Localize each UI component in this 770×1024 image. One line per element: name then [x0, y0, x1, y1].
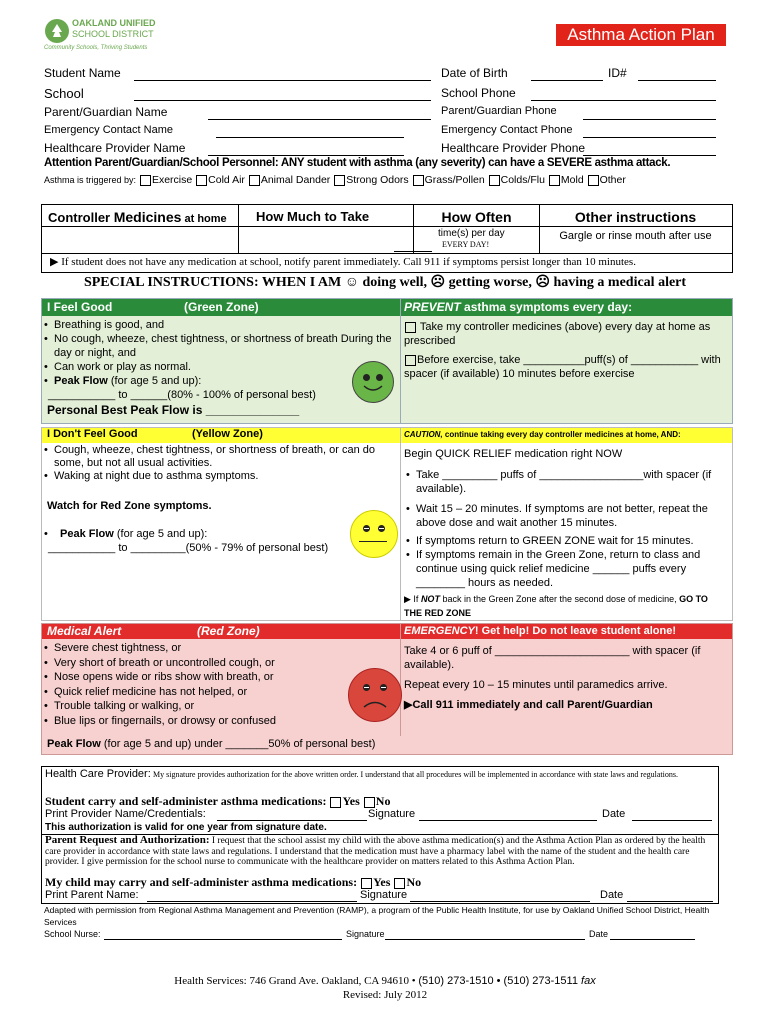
emergency-rest: ! Get help! Do not leave student alone! — [474, 625, 676, 637]
yellow-right-4: • If symptoms remain in the Green Zone, return to class and continue using quick relief medicine ______ puffs every ________ hours as needed. — [404, 548, 726, 590]
trigger-odors: Strong Odors — [346, 174, 409, 186]
gargle-instruction: Gargle or rinse mouth after use — [559, 230, 712, 242]
green-bullet-1: • Breathing is good, and — [42, 318, 392, 332]
every-day: EVERY DAY! — [442, 240, 490, 249]
self-admin-no-checkbox[interactable] — [364, 797, 375, 808]
provider-auth — [45, 769, 713, 780]
student-name-label: Student Name — [44, 66, 121, 80]
arrow-right-icon: ▶ — [404, 594, 414, 604]
green-peak-rest: (for age 5 and up): — [107, 375, 202, 387]
footer-phones: (510) 273-1510 • (510) 273-1511 — [418, 975, 578, 987]
times-per-day: time(s) per day — [438, 228, 505, 239]
school-phone-field[interactable] — [531, 100, 716, 101]
dob-field[interactable] — [531, 80, 603, 81]
nurse-signature-line[interactable] — [385, 939, 585, 940]
student-name-field[interactable] — [134, 80, 431, 81]
page-title: Asthma Action Plan — [556, 24, 726, 46]
parent-phone-field[interactable] — [583, 119, 716, 120]
provider-name-field[interactable] — [208, 155, 404, 156]
parent-signature-line[interactable] — [410, 901, 590, 902]
green-right-2 — [404, 353, 726, 381]
tree-icon — [44, 18, 70, 44]
footer-revised: Revised: July 2012 — [342, 989, 428, 1001]
no-label: No — [375, 794, 391, 808]
school-field[interactable] — [134, 100, 431, 101]
red-take: Take 4 or 6 puff of ______________________ with spacer (if available). — [404, 645, 701, 671]
district-tagline: Community Schools, Thriving Students — [44, 45, 148, 51]
green-zone — [41, 298, 733, 424]
r5-b: NOT — [420, 594, 440, 604]
red-peak-label: Peak Flow — [47, 738, 101, 750]
green-bullet-4 — [42, 374, 392, 388]
red-bullet-6: • Blue lips or fingernails, or drowsy or confused — [42, 714, 342, 729]
parent-auth — [45, 835, 713, 868]
yellow-right-5 — [404, 592, 726, 620]
trigger-odors-checkbox[interactable] — [334, 175, 345, 186]
trigger-animal-checkbox[interactable] — [249, 175, 260, 186]
school-nurse-line[interactable] — [104, 939, 342, 940]
medication-table — [41, 204, 733, 273]
col-how-much: How Much to Take — [256, 209, 370, 224]
provider-name-label: Healthcare Provider Name — [44, 141, 186, 155]
red-peak-rest: (for age 5 and up) under _______50% of personal best) — [100, 738, 376, 750]
green-header-left: I Feel Good — [47, 300, 113, 314]
emergency-text — [404, 625, 676, 637]
green-header-zone: (Green Zone) — [184, 300, 259, 314]
green-bullet-2: • No cough, wheeze, chest tightness, or shortness of breath During the day or night, and — [42, 332, 392, 360]
print-parent-label: Print Parent Name: — [45, 889, 139, 901]
trigger-cold-air: Cold Air — [208, 174, 245, 186]
arrow-right-icon: ▶ — [404, 699, 413, 711]
col1-a: Controller — [48, 210, 114, 225]
provider-name-line[interactable] — [217, 820, 367, 821]
arrow-right-icon: ▶ — [50, 256, 62, 268]
medication-note-text: If student does not have any medication at school, notify parent immediately. Call 911 if symptoms persist longer than 10 minutes. — [61, 256, 636, 268]
green-right-2-text: Before exercise, take __________puff(s) of ___________ with spacer (if available) 10 minutes before exercise — [404, 354, 721, 380]
trigger-colds: Colds/Flu — [500, 174, 545, 186]
authorization-box — [41, 766, 719, 904]
yellow-neutral-face-icon — [350, 510, 398, 558]
parent-auth-text: I request that the school assist my child with the above asthma medication(s) and the Asthma Action Plan as ordered by the health care provider in accordance with state laws and regulations. I understand that the medication must have a pharmacy label with the name of the student and the health care provider. I give permission for the school nurse to communicate with the healthcare provider on matters related to this Asthma Action Plan. — [45, 836, 706, 867]
yes-label: Yes — [342, 794, 360, 808]
print-provider-label: Print Provider Name/Credentials: — [45, 808, 206, 820]
district-name-2: SCHOOL DISTRICT — [72, 29, 154, 39]
green-header-right — [404, 300, 632, 314]
col1-c: at home — [181, 213, 227, 225]
district-name-1: OAKLAND UNIFIED — [72, 18, 156, 28]
provider-signature-line[interactable] — [419, 820, 597, 821]
exercise-checkbox[interactable] — [405, 355, 416, 366]
child-yes-label: Yes — [373, 875, 391, 889]
trigger-exercise-checkbox[interactable] — [140, 175, 151, 186]
red-sad-face-icon — [348, 668, 402, 722]
school-label: School — [44, 86, 84, 101]
caution-word: CAUTION, — [404, 430, 443, 439]
footer-address-a: Health Services: 746 Grand Ave. Oakland, CA 94610 • — [174, 975, 419, 987]
district-logo — [44, 16, 154, 56]
yellow-header-zone: (Yellow Zone) — [192, 428, 263, 440]
triggers-label: Asthma is triggered by: — [44, 175, 137, 185]
r5-d: GO TO THE RED ZONE — [404, 594, 708, 618]
medication-note — [50, 255, 636, 268]
provider-date-label: Date — [602, 808, 626, 820]
caution-text — [404, 430, 681, 439]
emergency-name-label: Emergency Contact Name — [44, 124, 173, 136]
yellow-right-2: • Wait 15 – 20 minutes. If symptoms are not better, repeat the above dose and wait another 15 minutes. — [404, 502, 726, 530]
red-header-zone: (Red Zone) — [197, 624, 260, 638]
parent-date-line[interactable] — [627, 901, 713, 902]
begin-quick-relief: Begin QUICK RELIEF medication right NOW — [404, 448, 623, 460]
yellow-zone — [41, 427, 733, 621]
nurse-signature-label: Signature — [346, 929, 385, 939]
green-right-1 — [404, 320, 726, 348]
red-call-text: Call 911 immediately and call Parent/Guardian — [412, 699, 653, 711]
parent-phone-label: Parent/Guardian Phone — [441, 105, 557, 117]
adapted-note: Adapted with permission from Regional Asthma Management and Prevention (RAMP), a program of the Public Health Institute, for use by Oakland Unified School District, Health Services — [44, 905, 710, 927]
nurse-date-label: Date — [589, 929, 609, 939]
green-right-1-text: Take my controller medicines (above) every day at home as prescribed — [404, 321, 711, 347]
col-other-instructions: Other instructions — [574, 209, 697, 225]
col-controller-medicines — [48, 209, 227, 225]
yellow-bullet-2: • Waking at night due to asthma symptoms. — [42, 470, 392, 483]
provider-phone-field[interactable] — [583, 155, 716, 156]
self-admin-yes-checkbox[interactable] — [330, 797, 341, 808]
id-label: ID# — [608, 66, 627, 80]
parent-signature-label: Signature — [360, 889, 408, 901]
school-phone-label: School Phone — [441, 86, 516, 100]
emergency-phone-label: Emergency Contact Phone — [441, 124, 573, 136]
child-carry-yes-checkbox[interactable] — [361, 878, 372, 889]
yellow-bullet-peak — [42, 527, 392, 541]
provider-auth-text: My signature provides authorization for the above written order. I understand that all procedures will be implemented in accordance with state laws and regulations. — [153, 770, 678, 779]
trigger-mold: Mold — [560, 174, 584, 186]
parent-date-label: Date — [600, 889, 624, 901]
red-bullet-3: • Nose opens wide or ribs show with breath, or — [42, 670, 342, 685]
attention-note: Attention Parent/Guardian/School Personnel: ANY student with asthma (any severity) can have a SEVERE asthma attack. — [44, 157, 671, 169]
child-carry-row — [45, 875, 421, 890]
emergency-word: EMERGENCY — [404, 625, 475, 637]
provider-phone-label: Healthcare Provider Phone — [441, 141, 586, 155]
green-happy-face-icon — [352, 361, 394, 403]
parent-name-label: Parent/Guardian Name — [44, 105, 168, 119]
parent-auth-label: Parent Request and Authorization: — [45, 834, 210, 846]
yellow-right-3: • If symptoms return to GREEN ZONE wait for 15 minutes. — [404, 534, 726, 548]
red-bullet-2: • Very short of breath or uncontrolled cough, or — [42, 656, 342, 671]
trigger-cold-air-checkbox[interactable] — [196, 175, 207, 186]
child-no-label: No — [406, 875, 422, 889]
prevent-word: PREVENT — [404, 300, 461, 314]
child-carry-no-checkbox[interactable] — [394, 878, 405, 889]
yellow-header-left: I Don't Feel Good — [47, 428, 138, 440]
caution-rest: continue taking every day controller medicines at home, AND: — [442, 430, 681, 439]
personal-best: Personal Best Peak Flow is ______________ — [47, 403, 300, 417]
trigger-colds-checkbox[interactable] — [489, 175, 500, 186]
valid-one-year: This authorization is valid for one year from signature date. — [45, 822, 327, 833]
red-peak — [47, 738, 375, 750]
child-carry-label: My child may carry and self-administer asthma medications: — [45, 875, 358, 889]
red-repeat: Repeat every 10 – 15 minutes until paramedics arrive. — [404, 679, 668, 691]
col1-b: Medicines — [113, 209, 182, 225]
red-call-911 — [404, 698, 653, 711]
trigger-grass-checkbox[interactable] — [413, 175, 424, 186]
red-header-left: Medical Alert — [47, 624, 122, 638]
watch-red-zone: Watch for Red Zone symptoms. — [47, 500, 212, 512]
self-admin-row — [45, 794, 390, 809]
red-bullet-1: • Severe chest tightness, or — [42, 641, 342, 656]
footer-fax: fax — [577, 975, 596, 987]
yellow-peak-rest: (for age 5 and up): — [113, 528, 208, 540]
footer-address — [0, 975, 770, 987]
provider-auth-label: Health Care Provider: — [45, 768, 151, 780]
trigger-animal: Animal Dander — [260, 174, 331, 186]
green-bullet-3: • Can work or play as normal. — [42, 360, 392, 374]
trigger-other-checkbox[interactable] — [588, 175, 599, 186]
school-nurse-label: School Nurse: — [44, 929, 101, 939]
emergency-name-field[interactable] — [216, 137, 404, 138]
emergency-phone-field[interactable] — [583, 137, 716, 138]
red-zone — [41, 623, 733, 755]
triggers-row — [44, 174, 626, 186]
red-bullet-4: • Quick relief medicine has not helped, or — [42, 685, 342, 700]
red-bullet-5: • Trouble talking or walking, or — [42, 699, 342, 714]
id-field[interactable] — [638, 80, 716, 81]
trigger-mold-checkbox[interactable] — [549, 175, 560, 186]
self-admin-label: Student carry and self-administer asthma medications: — [45, 794, 327, 808]
dob-label: Date of Birth — [441, 66, 508, 80]
yellow-right-1: • Take _________ puffs of _________________with spacer (if available). — [404, 468, 726, 496]
nurse-date-line[interactable] — [610, 939, 695, 940]
controller-checkbox[interactable] — [405, 322, 416, 333]
r5-c: back in the Green Zone after the second dose of medicine, — [439, 594, 680, 604]
times-field[interactable] — [394, 251, 432, 252]
parent-name-field[interactable] — [208, 119, 431, 120]
trigger-exercise: Exercise — [151, 174, 193, 186]
provider-date-line[interactable] — [632, 820, 712, 821]
parent-name-line[interactable] — [147, 901, 357, 902]
r5-a: If — [413, 594, 421, 604]
yellow-peak-range: ___________ to _________(50% - 79% of personal best) — [48, 542, 329, 554]
trigger-grass: Grass/Pollen — [424, 174, 485, 186]
green-peak-range: ___________ to ______(80% - 100% of personal best) — [48, 389, 316, 401]
yellow-peak-label: Peak Flow — [60, 528, 114, 540]
special-instructions: SPECIAL INSTRUCTIONS: WHEN I AM ☺ doing well, ☹ getting worse, ☹ having a medical alert — [83, 275, 687, 290]
green-peak-label: Peak Flow — [54, 375, 108, 387]
prevent-rest: asthma symptoms every day: — [460, 300, 633, 314]
provider-signature-label: Signature — [368, 808, 416, 820]
yellow-bullet-1: • Cough, wheeze, chest tightness, or shortness of breath, or can do some, but not all usual activities. — [42, 444, 392, 470]
col-how-often: How Often — [441, 209, 512, 225]
trigger-other: Other — [599, 174, 626, 186]
